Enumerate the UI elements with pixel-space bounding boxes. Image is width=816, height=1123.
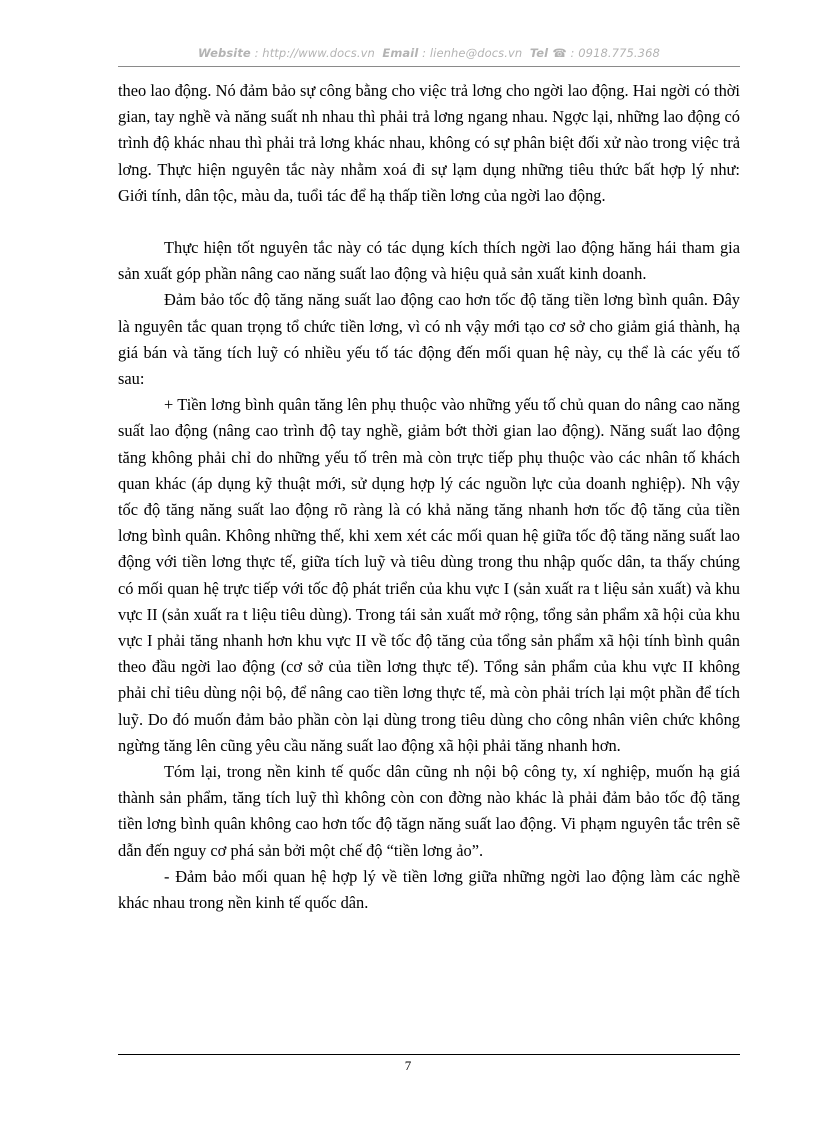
document-body <box>118 78 740 916</box>
website-label: Website <box>198 46 251 60</box>
paragraph: - Đảm bảo mối quan hệ hợp lý về tiền lơng giữa những ngời lao động làm các nghề khác nhau trong nền kinh tế quốc dân. <box>118 866 740 913</box>
paragraph: + Tiền lơng bình quân tăng lên phụ thuộc vào những yếu tố chủ quan do nâng cao năng suất lao động (nâng cao trình độ tay nghề, giảm bớt thời gian lao động). Năng suất lao động tăng không phải chỉ do những yếu tố trên mà còn trực tiếp phụ thuộc vào các nhân tố khách quan khác (áp dụng kỹ thuật mới, sử dụng hợp lý các nguồn lực của doanh nghiệp). Nh vậy tốc độ tăng năng suất lao động rõ ràng là có khả năng tăng nhanh hơn tốc độ tăng của tiền lơng bình quân. Không những thế, khi xem xét các mối quan hệ giữa tốc độ tăng năng suất lao động với tiền lơng thực tế, giữa tích luỹ và tiêu dùng trong thu nhập quốc dân, ta thấy chúng có mối quan hệ trực tiếp với tốc độ phát triển của khu vực I (sản xuất ra t liệu sản xuất) và khu vực II (sản xuất ra t liệu tiêu dùng). Trong tái sản xuất mở rộng, tổng sản phẩm xã hội của khu vực I phải tăng nhanh hơn khu vực II về tốc độ tăng của tổng sản phẩm xã hội tính bình quân theo đầu ngời lao động (cơ sở của tiền lơng thực tế). Tổng sản phẩm của khu vực II không phải chỉ tiêu dùng nội bộ, để nâng cao tiền lơng thực tế, mà còn phải trích lại một phần để tích luỹ. Do đó muốn đảm bảo phần còn lại dùng trong tiêu dùng cho công nhân viên chức không ngừng tăng lên cũng yêu cầu năng suất lao động xã hội phải tăng nhanh hơn. <box>118 395 740 755</box>
paragraph: Đảm bảo tốc độ tăng năng suất lao động cao hơn tốc độ tăng tiền lơng bình quân. Đây là nguyên tắc quan trọng tổ chức tiền lơng, vì có nh vậy mới tạo cơ sở cho giảm giá thành, hạ giá bán và tăng tích luỹ có nhiều yếu tố tác động đến mối quan hệ này, cụ thể là các yếu tố sau: <box>118 290 740 389</box>
paragraph-spacer <box>118 209 740 235</box>
tel-value: : 0918.775.368 <box>570 46 660 60</box>
page-number: 7 <box>404 1058 412 1073</box>
tel-label: Tel ☎ <box>529 46 567 60</box>
email-value: : lienhe@docs.vn <box>422 46 523 60</box>
paragraph: theo lao động. Nó đảm bảo sự công bằng cho việc trả lơng cho ngời lao động. Hai ngời có thời gian, tay nghề và năng suất nh nhau thì phải trả lơng ngang nhau. Ngợc lại, những lao động có trình độ khác nhau thì phải trả lơng khác nhau, không có sự phân biệt đối xử nào trong việc trả lơng. Thực hiện nguyên tắc này nhằm xoá đi sự lạm dụng những tiêu thức bất hợp lý như: Giới tính, dân tộc, màu da, tuổi tác để hạ thấp tiền lơng của ngời lao động. <box>118 81 740 205</box>
website-value: : http://www.docs.vn <box>254 46 375 60</box>
footer-divider <box>118 1054 740 1055</box>
page-header <box>118 46 740 60</box>
email-label: Email <box>382 46 419 60</box>
paragraph: Tóm lại, trong nền kinh tế quốc dân cũng nh nội bộ công ty, xí nghiệp, muốn hạ giá thành sản phẩm, tăng tích luỹ thì không còn con đờng nào khác là phải đảm bảo tốc độ tăng tiền lơng bình quân không cao hơn tốc độ tăgn năng suất lao động. Vi phạm nguyên tắc trên sẽ dẫn đến nguy cơ phá sản bởi một chế độ “tiền lơng ảo”. <box>118 762 740 860</box>
header-divider <box>118 66 740 67</box>
paragraph: Thực hiện tốt nguyên tắc này có tác dụng kích thích ngời lao động hăng hái tham gia sản xuất góp phần nâng cao năng suất lao động và hiệu quả sản xuất kinh doanh. <box>118 238 740 284</box>
